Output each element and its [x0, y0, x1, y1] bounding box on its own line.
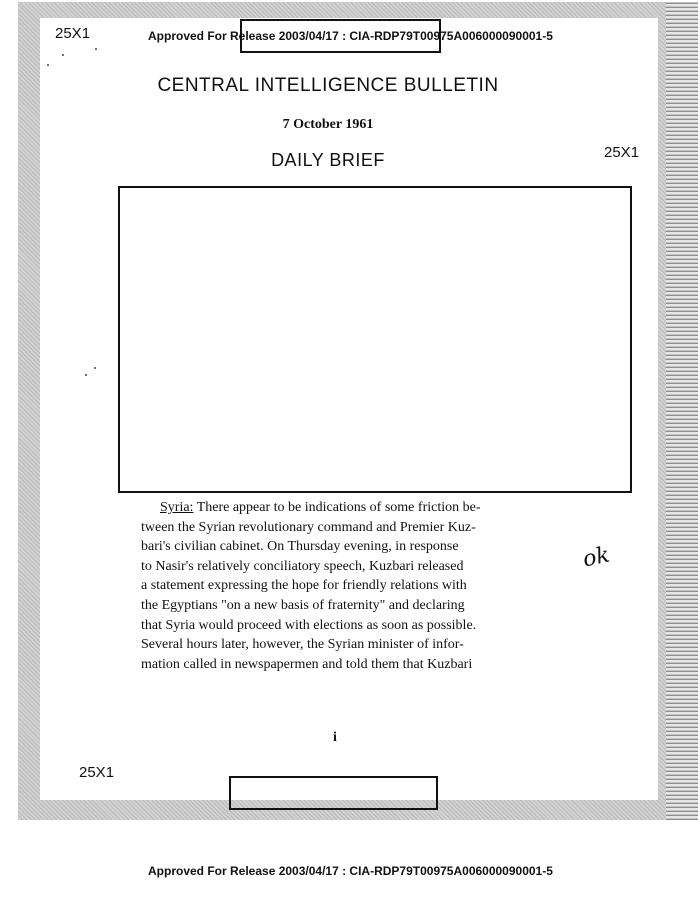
paragraph-line-3: bari's civilian cabinet. On Thursday evening, in response [141, 539, 459, 555]
declass-tag-bottom-left: 25X1 [79, 764, 115, 781]
paragraph-line-8: Several hours later, however, the Syrian minister of infor- [141, 637, 464, 653]
subject-label: Syria: [160, 500, 194, 515]
scan-speck [85, 374, 87, 376]
scan-speck [62, 54, 64, 56]
declass-tag-top-left: 25X1 [55, 25, 91, 42]
paragraph-line-7: that Syria would proceed with elections as soon as possible. [141, 617, 477, 633]
bulletin-title: CENTRAL INTELLIGENCE BULLETIN [157, 75, 499, 96]
paragraph-line-5: a statement expressing the hope for friendly relations with [141, 578, 467, 594]
handwritten-ok-note: ok [580, 542, 612, 573]
bulletin-date: 7 October 1961 [282, 117, 374, 132]
scan-speck [47, 64, 49, 66]
syria-paragraph [141, 498, 571, 674]
paragraph-line-2: tween the Syrian revolutionary command and Premier Kuz- [141, 519, 476, 535]
redaction-box-top [240, 19, 441, 53]
redaction-box-main [118, 186, 632, 493]
approved-release-footer: Approved For Release 2003/04/17 : CIA-RDP79T00975A006000090001-5 [148, 864, 553, 878]
paragraph-line-6: the Egyptians "on a new basis of fraternity" and declaring [141, 597, 465, 613]
declass-tag-right: 25X1 [604, 144, 640, 161]
paragraph-line-9: mation called in newspapermen and told them that Kuzbari [141, 656, 473, 672]
paragraph-line-1: Syria: There appear to be indications of some friction be- [160, 500, 481, 515]
scan-speck [95, 48, 97, 50]
scan-edge [666, 2, 698, 820]
page-number: i [333, 730, 337, 745]
redaction-box-bottom [229, 776, 438, 810]
section-heading: DAILY BRIEF [271, 150, 385, 170]
paragraph-line-4: to Nasir's relatively conciliatory speech, Kuzbari released [141, 558, 464, 574]
scan-speck [94, 367, 96, 369]
approved-release-header: Approved For Release 2003/04/17 : CIA-RDP79T00975A006000090001-5 [148, 29, 553, 43]
